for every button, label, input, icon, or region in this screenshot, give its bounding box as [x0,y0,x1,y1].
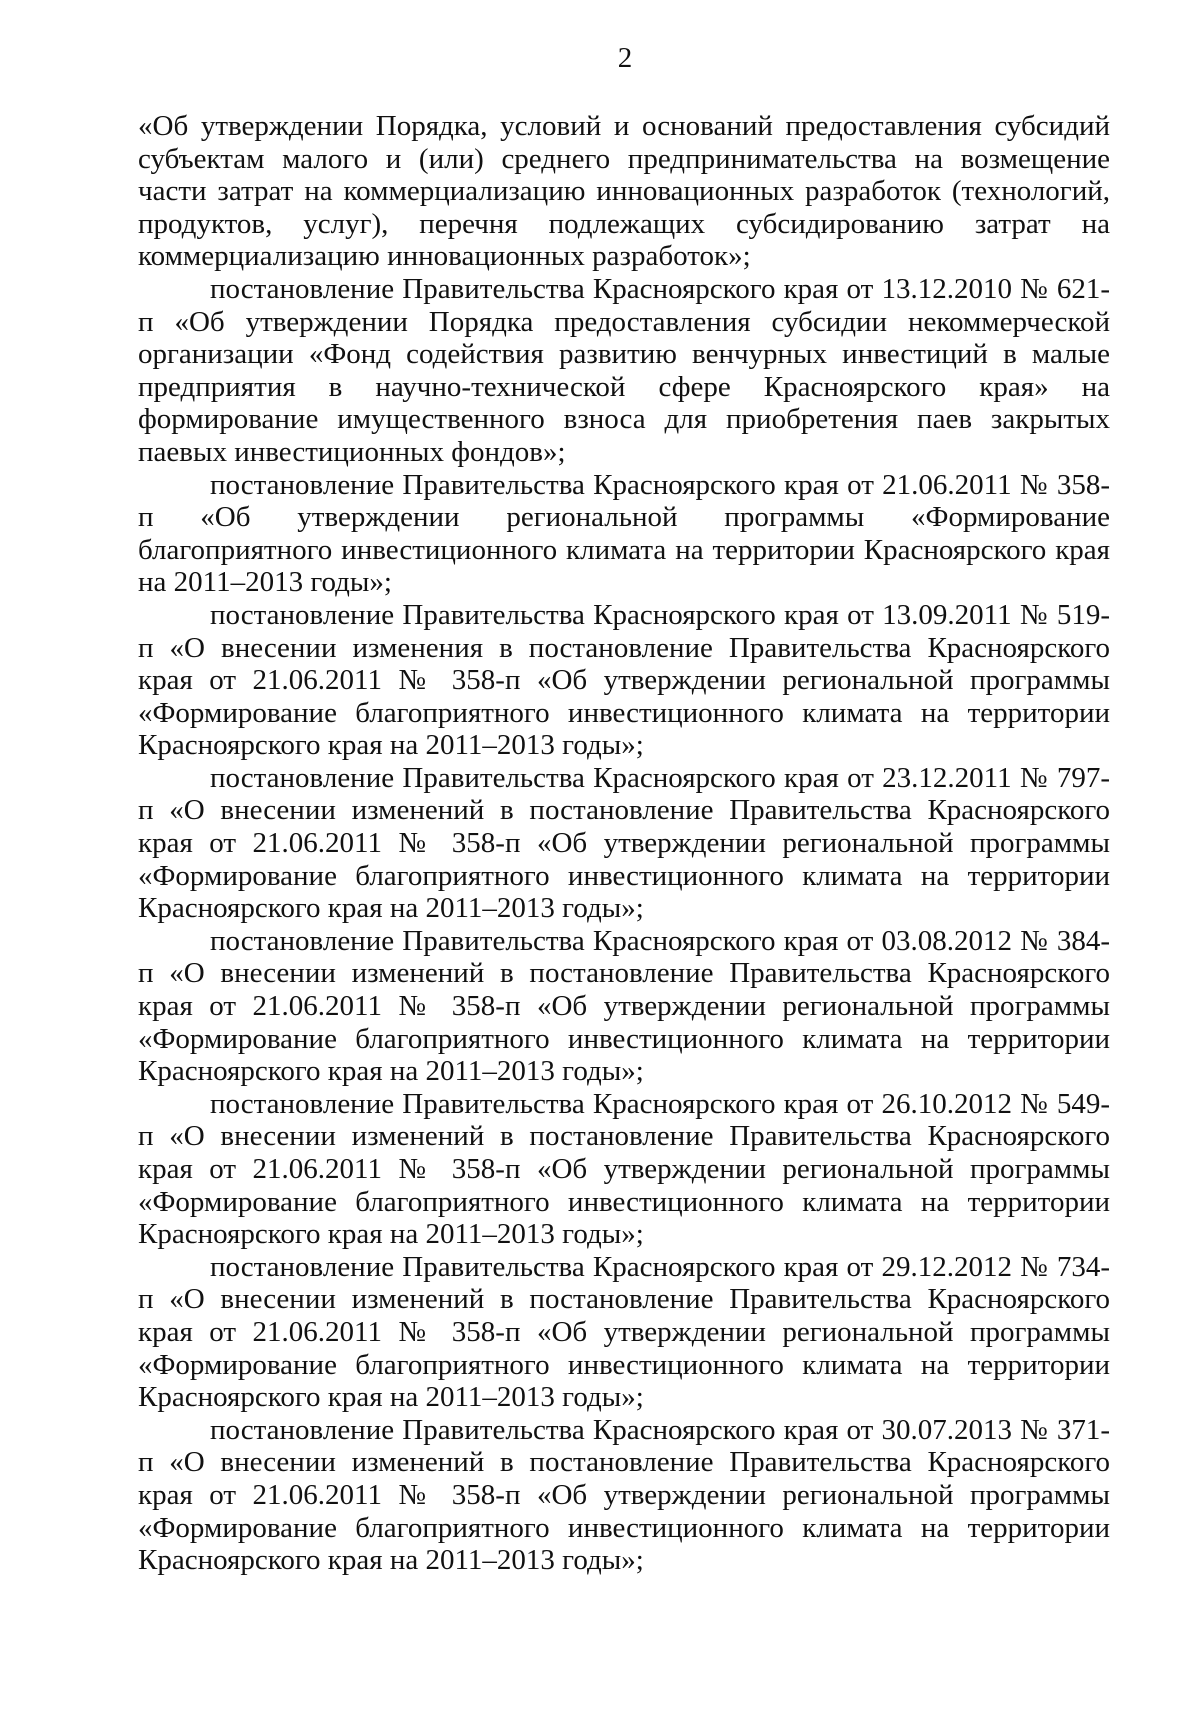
paragraph: «Об утверждении Порядка, условий и оснований предоставления субсидий субъектам малого и (или) среднего предпринимательства на возмещение части затрат на коммерциализацию инновационных разработок (технологий, продуктов, услуг), перечня подлежащих субсидированию затрат на коммерциализацию инновационных разработок»; [138,110,1110,273]
paragraph: постановление Правительства Красноярского края от 13.09.2011 № 519-п «О внесении изменения в постановление Правительства Красноярского края от 21.06.2011 № 358-п «Об утверждении региональной программы «Формирование благоприятного инвестиционного климата на территории Красноярского края на 2011–2013 годы»; [138,598,1110,762]
paragraph: постановление Правительства Красноярского края от 26.10.2012 № 549-п «О внесении изменений в постановление Правительства Красноярского края от 21.06.2011 № 358-п «Об утверждении региональной программы «Формирование благоприятного инвестиционного климата на территории Красноярского края на 2011–2013 годы»; [138,1087,1110,1251]
paragraph: постановление Правительства Красноярского края от 21.06.2011 № 358-п «Об утверждении региональной программы «Формирование благоприятного инвестиционного климата на территории Красноярского края на 2011–2013 годы»; [138,468,1110,599]
paragraph: постановление Правительства Красноярского края от 29.12.2012 № 734-п «О внесении изменений в постановление Правительства Красноярского края от 21.06.2011 № 358-п «Об утверждении региональной программы «Формирование благоприятного инвестиционного климата на территории Красноярского края на 2011–2013 годы»; [138,1250,1110,1414]
document-body [138,110,1110,1577]
paragraph: постановление Правительства Красноярского края от 13.12.2010 № 621-п «Об утверждении Порядка предоставления субсидии некоммерческой организации «Фонд содействия развитию венчурных инвестиций в малые предприятия в научно-технической сфере Красноярского края» на формирование имущественного взноса для приобретения паев закрытых паевых инвестиционных фондов»; [138,272,1110,468]
page-number: 2 [617,42,633,74]
paragraph: постановление Правительства Красноярского края от 30.07.2013 № 371-п «О внесении изменений в постановление Правительства Красноярского края от 21.06.2011 № 358-п «Об утверждении региональной программы «Формирование благоприятного инвестиционного климата на территории Красноярского края на 2011–2013 годы»; [138,1413,1110,1577]
paragraph: постановление Правительства Красноярского края от 23.12.2011 № 797-п «О внесении изменений в постановление Правительства Красноярского края от 21.06.2011 № 358-п «Об утверждении региональной программы «Формирование благоприятного инвестиционного климата на территории Красноярского края на 2011–2013 годы»; [138,761,1110,925]
paragraph: постановление Правительства Красноярского края от 03.08.2012 № 384-п «О внесении изменений в постановление Правительства Красноярского края от 21.06.2011 № 358-п «Об утверждении региональной программы «Формирование благоприятного инвестиционного климата на территории Красноярского края на 2011–2013 годы»; [138,924,1110,1088]
